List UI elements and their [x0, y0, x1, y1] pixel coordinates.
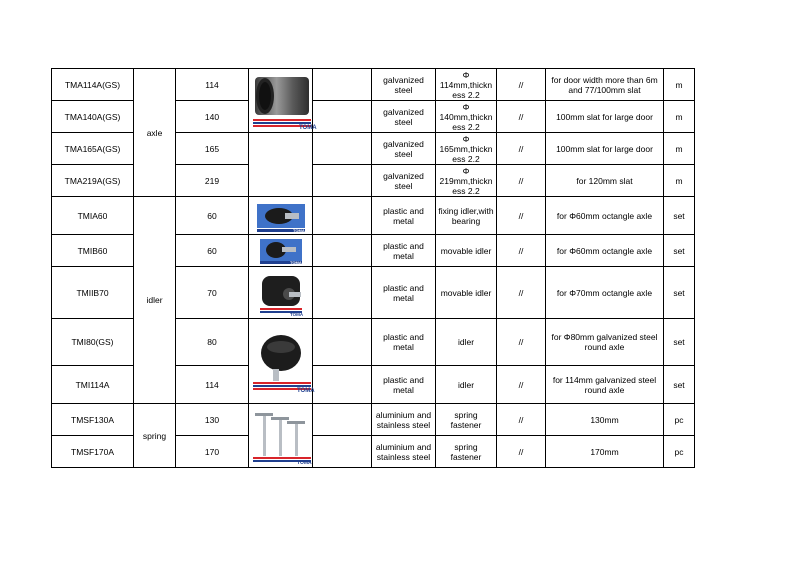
blank-cell [313, 197, 372, 235]
model-cell: TMIA60 [52, 197, 134, 235]
spec-cell: spring fastener [436, 436, 497, 468]
unit-cell: pc [664, 436, 695, 468]
material-cell: galvanized steel [372, 101, 436, 133]
dash-cell: // [497, 197, 546, 235]
dash-cell: // [497, 165, 546, 197]
dash-cell: // [497, 133, 546, 165]
remark-cell: for door width more than 6m and 77/100mm slat [546, 69, 664, 101]
dash-cell: // [497, 267, 546, 319]
material-cell: galvanized steel [372, 133, 436, 165]
product-image-idler-round [249, 319, 313, 404]
toma-logo-text: TOMA [297, 459, 312, 466]
model-cell: TMIIB70 [52, 267, 134, 319]
size-cell: 165 [176, 133, 249, 165]
spec-cell: idler [436, 319, 497, 366]
model-cell: TMI114A [52, 366, 134, 404]
remark-cell: 130mm [546, 404, 664, 436]
spec-cell: Φ 114mm,thickn ess 2.2 [436, 69, 497, 101]
model-cell: TMA219A(GS) [52, 165, 134, 197]
blank-cell [313, 133, 372, 165]
unit-cell: set [664, 319, 695, 366]
product-image-axle-tube [249, 69, 317, 133]
model-cell: TMA165A(GS) [52, 133, 134, 165]
material-cell: galvanized steel [372, 165, 436, 197]
dash-cell: // [497, 319, 546, 366]
spec-cell: movable idler [436, 235, 497, 267]
unit-cell: set [664, 235, 695, 267]
model-cell: TMSF170A [52, 436, 134, 468]
dash-cell: // [497, 235, 546, 267]
dash-cell: // [497, 101, 546, 133]
idler-a60-image [255, 199, 307, 233]
remark-cell: for Φ60mm octangle axle [546, 235, 664, 267]
idler-round-image [251, 329, 313, 393]
toma-logo-text: TOMA [289, 311, 303, 317]
size-cell: 60 [176, 197, 249, 235]
material-cell: plastic and metal [372, 319, 436, 366]
spec-cell: Φ 165mm,thickn ess 2.2 [436, 133, 497, 165]
material-cell: aluminium and stainless steel [372, 436, 436, 468]
blank-cell [313, 404, 372, 436]
toma-logo-text: TOMA [289, 259, 302, 265]
product-image-spring-fastener [249, 404, 313, 468]
model-cell: TMIB60 [52, 235, 134, 267]
unit-cell: set [664, 197, 695, 235]
dash-cell: // [497, 69, 546, 101]
remark-cell: 100mm slat for large door [546, 133, 664, 165]
toma-logo-text: TOMA [292, 227, 305, 233]
unit-cell: m [664, 165, 695, 197]
dash-cell: // [497, 436, 546, 468]
category-cell-axle: axle [134, 69, 176, 197]
blank-cell [313, 165, 372, 197]
unit-cell: set [664, 267, 695, 319]
remark-cell: 170mm [546, 436, 664, 468]
size-cell: 60 [176, 235, 249, 267]
size-cell: 114 [176, 366, 249, 404]
idler-b60-image [258, 237, 304, 265]
blank-cell [313, 69, 372, 101]
remark-cell: 100mm slat for large door [546, 101, 664, 133]
unit-cell: m [664, 133, 695, 165]
product-image-idler-b60 [249, 235, 313, 267]
spec-cell: movable idler [436, 267, 497, 319]
model-cell: TMSF130A [52, 404, 134, 436]
remark-cell: for Φ60mm octangle axle [546, 197, 664, 235]
remark-cell: for Φ80mm galvanized steel round axle [546, 319, 664, 366]
blank-cell [313, 235, 372, 267]
material-cell: plastic and metal [372, 267, 436, 319]
material-cell: aluminium and stainless steel [372, 404, 436, 436]
remark-cell: for 114mm galvanized steel round axle [546, 366, 664, 404]
model-cell: TMI80(GS) [52, 319, 134, 366]
model-cell: TMA114A(GS) [52, 69, 134, 101]
product-image-idler-a60 [249, 197, 313, 235]
toma-logo-text: TOMA [299, 124, 317, 131]
blank-cell [313, 436, 372, 468]
blank-cell [313, 319, 372, 366]
remark-cell: for Φ70mm octangle axle [546, 267, 664, 319]
spec-cell: Φ 219mm,thickn ess 2.2 [436, 165, 497, 197]
axle-tube-image [251, 71, 317, 131]
table-row [52, 69, 695, 101]
size-cell: 70 [176, 267, 249, 319]
image-placeholder-cell [249, 133, 313, 197]
blank-cell [313, 101, 372, 133]
dash-cell: // [497, 404, 546, 436]
spring-fastener-image [251, 407, 313, 465]
size-cell: 114 [176, 69, 249, 101]
unit-cell: m [664, 101, 695, 133]
idler-b70-image [258, 270, 304, 316]
size-cell: 80 [176, 319, 249, 366]
size-cell: 170 [176, 436, 249, 468]
category-cell-idler: idler [134, 197, 176, 404]
size-cell: 130 [176, 404, 249, 436]
product-spec-table [51, 68, 695, 468]
model-cell: TMA140A(GS) [52, 101, 134, 133]
size-cell: 140 [176, 101, 249, 133]
material-cell: galvanized steel [372, 69, 436, 101]
size-cell: 219 [176, 165, 249, 197]
blank-cell [313, 267, 372, 319]
product-image-idler-b70 [249, 267, 313, 319]
spec-cell: Φ 140mm,thickn ess 2.2 [436, 101, 497, 133]
unit-cell: m [664, 69, 695, 101]
category-cell-spring: spring [134, 404, 176, 468]
material-cell: plastic and metal [372, 366, 436, 404]
table-row [52, 404, 695, 436]
spec-cell: spring fastener [436, 404, 497, 436]
spec-cell: idler [436, 366, 497, 404]
unit-cell: pc [664, 404, 695, 436]
dash-cell: // [497, 366, 546, 404]
blank-cell [313, 366, 372, 404]
material-cell: plastic and metal [372, 235, 436, 267]
material-cell: plastic and metal [372, 197, 436, 235]
toma-logo-text: TOMA [297, 388, 315, 394]
spec-cell: fixing idler,with bearing [436, 197, 497, 235]
unit-cell: set [664, 366, 695, 404]
remark-cell: for 120mm slat [546, 165, 664, 197]
table-row [52, 197, 695, 235]
